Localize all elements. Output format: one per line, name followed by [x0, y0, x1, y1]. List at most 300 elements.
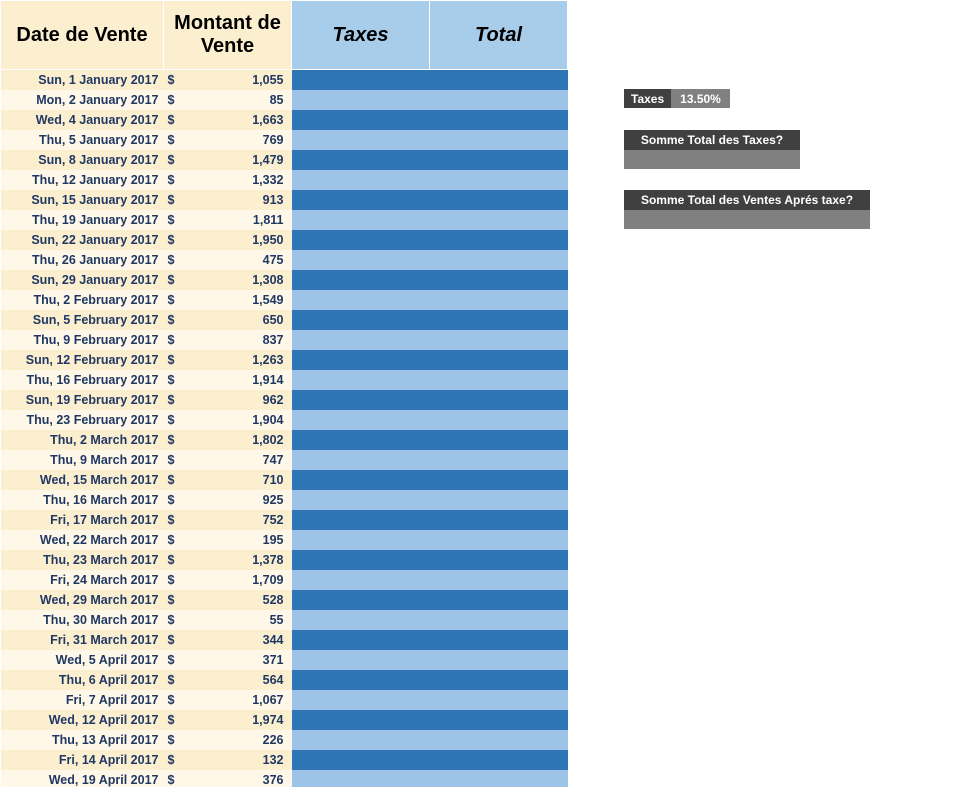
cell-amount[interactable] — [164, 510, 292, 530]
table-row — [1, 670, 568, 690]
cell-date[interactable]: Thu, 9 March 2017 — [1, 450, 164, 470]
total-taxes-block — [624, 130, 800, 169]
amount-cell-inner — [164, 350, 292, 370]
amount-value: 226 — [262, 733, 284, 747]
currency-symbol: $ — [167, 553, 175, 567]
cell-amount[interactable] — [164, 530, 292, 550]
cell-total[interactable] — [430, 550, 568, 570]
cell-date[interactable]: Wed, 15 March 2017 — [1, 470, 164, 490]
table-row — [1, 650, 568, 670]
amount-value: 376 — [262, 773, 284, 787]
cell-date[interactable]: Thu, 13 April 2017 — [1, 730, 164, 750]
table-row — [1, 690, 568, 710]
amount-value: 1,950 — [252, 233, 284, 247]
cell-total[interactable] — [430, 450, 568, 470]
cell-taxes[interactable] — [292, 710, 430, 730]
cell-amount[interactable] — [164, 710, 292, 730]
cell-date[interactable]: Thu, 30 March 2017 — [1, 610, 164, 630]
cell-date[interactable]: Thu, 23 March 2017 — [1, 550, 164, 570]
cell-date[interactable]: Fri, 7 April 2017 — [1, 690, 164, 710]
cell-amount[interactable] — [164, 110, 292, 130]
total-sales-after-tax-label: Somme Total des Ventes Aprés taxe? — [624, 190, 870, 210]
cell-taxes[interactable] — [292, 270, 430, 290]
cell-total[interactable] — [430, 390, 568, 410]
table-row — [1, 470, 568, 490]
cell-amount[interactable] — [164, 290, 292, 310]
tax-rate-label: Taxes — [624, 89, 671, 108]
cell-amount[interactable] — [164, 210, 292, 230]
table-row — [1, 130, 568, 150]
cell-amount[interactable] — [164, 170, 292, 190]
table-row — [1, 230, 568, 250]
amount-value: 132 — [262, 753, 284, 767]
currency-symbol: $ — [167, 593, 175, 607]
cell-total[interactable] — [430, 630, 568, 650]
currency-symbol: $ — [167, 133, 175, 147]
cell-taxes[interactable] — [292, 370, 430, 390]
cell-total[interactable] — [430, 730, 568, 750]
amount-cell-inner — [164, 190, 292, 210]
cell-total[interactable] — [430, 650, 568, 670]
table-row — [1, 550, 568, 570]
currency-symbol: $ — [167, 173, 175, 187]
cell-date[interactable]: Thu, 5 January 2017 — [1, 130, 164, 150]
table-body — [1, 70, 568, 787]
currency-symbol: $ — [167, 293, 175, 307]
currency-symbol: $ — [167, 533, 175, 547]
cell-amount[interactable] — [164, 270, 292, 290]
total-taxes-label: Somme Total des Taxes? — [624, 130, 800, 150]
table-header — [1, 1, 568, 70]
table-row — [1, 290, 568, 310]
amount-cell-inner — [164, 770, 292, 787]
amount-value: 710 — [262, 473, 284, 487]
amount-cell-inner — [164, 570, 292, 590]
currency-symbol: $ — [167, 513, 175, 527]
amount-value: 564 — [262, 673, 284, 687]
cell-date[interactable]: Sun, 8 January 2017 — [1, 150, 164, 170]
amount-value: 528 — [262, 593, 284, 607]
cell-amount[interactable] — [164, 550, 292, 570]
amount-value: 1,709 — [252, 573, 284, 587]
cell-taxes[interactable] — [292, 530, 430, 550]
cell-date[interactable]: Wed, 19 April 2017 — [1, 770, 164, 787]
amount-value: 752 — [262, 513, 284, 527]
cell-taxes[interactable] — [292, 90, 430, 110]
column-header-taxes: Taxes — [292, 1, 430, 70]
amount-value: 1,904 — [252, 413, 284, 427]
cell-amount[interactable] — [164, 70, 292, 91]
table-row — [1, 410, 568, 430]
amount-value: 1,479 — [252, 153, 284, 167]
amount-value: 1,308 — [252, 273, 284, 287]
currency-symbol: $ — [167, 273, 175, 287]
cell-taxes[interactable] — [292, 150, 430, 170]
cell-total[interactable] — [430, 90, 568, 110]
currency-symbol: $ — [167, 253, 175, 267]
cell-date[interactable]: Sun, 19 February 2017 — [1, 390, 164, 410]
currency-symbol: $ — [167, 413, 175, 427]
cell-amount[interactable] — [164, 250, 292, 270]
cell-date[interactable]: Fri, 17 March 2017 — [1, 510, 164, 530]
cell-amount[interactable] — [164, 390, 292, 410]
table-row — [1, 490, 568, 510]
amount-cell-inner — [164, 590, 292, 610]
cell-total[interactable] — [430, 150, 568, 170]
cell-taxes[interactable] — [292, 350, 430, 370]
cell-date[interactable]: Thu, 2 February 2017 — [1, 290, 164, 310]
cell-amount[interactable] — [164, 490, 292, 510]
amount-value: 475 — [262, 253, 284, 267]
currency-symbol: $ — [167, 153, 175, 167]
table-row — [1, 170, 568, 190]
currency-symbol: $ — [167, 673, 175, 687]
cell-total[interactable] — [430, 210, 568, 230]
cell-total[interactable] — [430, 110, 568, 130]
amount-cell-inner — [164, 610, 292, 630]
amount-cell-inner — [164, 510, 292, 530]
cell-date[interactable]: Fri, 24 March 2017 — [1, 570, 164, 590]
cell-total[interactable] — [430, 590, 568, 610]
cell-amount[interactable] — [164, 610, 292, 630]
column-header-total: Total — [430, 1, 568, 70]
cell-amount[interactable] — [164, 150, 292, 170]
cell-date[interactable]: Fri, 31 March 2017 — [1, 630, 164, 650]
cell-total[interactable] — [430, 750, 568, 770]
currency-symbol: $ — [167, 693, 175, 707]
total-sales-after-tax-value[interactable] — [624, 210, 870, 229]
table-row — [1, 370, 568, 390]
currency-symbol: $ — [167, 713, 175, 727]
currency-symbol: $ — [167, 753, 175, 767]
cell-date[interactable]: Sun, 5 February 2017 — [1, 310, 164, 330]
cell-amount[interactable] — [164, 130, 292, 150]
cell-amount[interactable] — [164, 690, 292, 710]
cell-taxes[interactable] — [292, 170, 430, 190]
cell-date[interactable]: Wed, 5 April 2017 — [1, 650, 164, 670]
table-row — [1, 610, 568, 630]
cell-taxes[interactable] — [292, 570, 430, 590]
amount-cell-inner — [164, 230, 292, 250]
cell-amount[interactable] — [164, 230, 292, 250]
cell-date[interactable]: Thu, 19 January 2017 — [1, 210, 164, 230]
cell-amount[interactable] — [164, 350, 292, 370]
table-row — [1, 150, 568, 170]
table-row — [1, 730, 568, 750]
cell-amount[interactable] — [164, 570, 292, 590]
amount-cell-inner — [164, 650, 292, 670]
amount-cell-inner — [164, 110, 292, 130]
cell-taxes[interactable] — [292, 190, 430, 210]
amount-value: 1,378 — [252, 553, 284, 567]
cell-taxes[interactable] — [292, 470, 430, 490]
cell-amount[interactable] — [164, 330, 292, 350]
amount-cell-inner — [164, 550, 292, 570]
amount-value: 1,332 — [252, 173, 284, 187]
currency-symbol: $ — [167, 573, 175, 587]
cell-date[interactable]: Thu, 9 February 2017 — [1, 330, 164, 350]
table-row — [1, 90, 568, 110]
table-row — [1, 350, 568, 370]
table-row — [1, 330, 568, 350]
amount-value: 195 — [262, 533, 284, 547]
currency-symbol: $ — [167, 493, 175, 507]
tax-rate-row — [624, 89, 730, 108]
table-row — [1, 250, 568, 270]
cell-total[interactable] — [430, 570, 568, 590]
cell-taxes[interactable] — [292, 230, 430, 250]
table-row — [1, 710, 568, 730]
amount-cell-inner — [164, 150, 292, 170]
cell-taxes[interactable] — [292, 70, 430, 91]
cell-amount[interactable] — [164, 90, 292, 110]
amount-value: 1,055 — [252, 73, 284, 87]
amount-cell-inner — [164, 270, 292, 290]
cell-date[interactable]: Mon, 2 January 2017 — [1, 90, 164, 110]
cell-date[interactable]: Sun, 12 February 2017 — [1, 350, 164, 370]
cell-amount[interactable] — [164, 730, 292, 750]
cell-total[interactable] — [430, 690, 568, 710]
cell-taxes[interactable] — [292, 670, 430, 690]
amount-cell-inner — [164, 690, 292, 710]
cell-amount[interactable] — [164, 470, 292, 490]
currency-symbol: $ — [167, 373, 175, 387]
cell-total[interactable] — [430, 350, 568, 370]
cell-amount[interactable] — [164, 770, 292, 787]
table-row — [1, 70, 568, 91]
amount-cell-inner — [164, 70, 292, 90]
cell-date[interactable]: Thu, 2 March 2017 — [1, 430, 164, 450]
amount-value: 1,067 — [252, 693, 284, 707]
cell-date[interactable]: Sun, 22 January 2017 — [1, 230, 164, 250]
table-row — [1, 430, 568, 450]
cell-taxes[interactable] — [292, 730, 430, 750]
currency-symbol: $ — [167, 633, 175, 647]
cell-taxes[interactable] — [292, 630, 430, 650]
table-row — [1, 310, 568, 330]
cell-date[interactable]: Thu, 26 January 2017 — [1, 250, 164, 270]
amount-value: 1,914 — [252, 373, 284, 387]
amount-cell-inner — [164, 330, 292, 350]
cell-taxes[interactable] — [292, 330, 430, 350]
currency-symbol: $ — [167, 653, 175, 667]
cell-total[interactable] — [430, 410, 568, 430]
table-row — [1, 630, 568, 650]
currency-symbol: $ — [167, 773, 175, 787]
amount-value: 962 — [262, 393, 284, 407]
amount-value: 371 — [262, 653, 284, 667]
cell-amount[interactable] — [164, 190, 292, 210]
amount-cell-inner — [164, 210, 292, 230]
amount-value: 1,811 — [252, 213, 284, 227]
cell-total[interactable] — [430, 330, 568, 350]
currency-symbol: $ — [167, 93, 175, 107]
cell-taxes[interactable] — [292, 430, 430, 450]
cell-total[interactable] — [430, 310, 568, 330]
cell-taxes[interactable] — [292, 390, 430, 410]
cell-total[interactable] — [430, 770, 568, 787]
cell-taxes[interactable] — [292, 770, 430, 787]
table-row — [1, 510, 568, 530]
cell-total[interactable] — [430, 430, 568, 450]
currency-symbol: $ — [167, 333, 175, 347]
table-row — [1, 190, 568, 210]
amount-value: 925 — [262, 493, 284, 507]
table-row — [1, 110, 568, 130]
amount-value: 1,263 — [252, 353, 284, 367]
amount-cell-inner — [164, 90, 292, 110]
cell-taxes[interactable] — [292, 250, 430, 270]
cell-taxes[interactable] — [292, 750, 430, 770]
cell-date[interactable]: Wed, 4 January 2017 — [1, 110, 164, 130]
cell-total[interactable] — [430, 250, 568, 270]
cell-amount[interactable] — [164, 590, 292, 610]
cell-total[interactable] — [430, 510, 568, 530]
cell-date[interactable]: Fri, 14 April 2017 — [1, 750, 164, 770]
amount-value: 55 — [269, 613, 284, 627]
cell-total[interactable] — [430, 710, 568, 730]
cell-date[interactable]: Wed, 12 April 2017 — [1, 710, 164, 730]
amount-cell-inner — [164, 470, 292, 490]
amount-cell-inner — [164, 370, 292, 390]
amount-cell-inner — [164, 450, 292, 470]
cell-date[interactable]: Thu, 12 January 2017 — [1, 170, 164, 190]
amount-value: 344 — [262, 633, 284, 647]
amount-value: 837 — [262, 333, 284, 347]
cell-taxes[interactable] — [292, 290, 430, 310]
amount-cell-inner — [164, 530, 292, 550]
cell-total[interactable] — [430, 70, 568, 91]
currency-symbol: $ — [167, 473, 175, 487]
amount-cell-inner — [164, 310, 292, 330]
amount-value: 913 — [262, 193, 284, 207]
cell-taxes[interactable] — [292, 510, 430, 530]
cell-total[interactable] — [430, 530, 568, 550]
header-row — [1, 1, 568, 70]
cell-total[interactable] — [430, 130, 568, 150]
cell-total[interactable] — [430, 190, 568, 210]
cell-date[interactable]: Sun, 1 January 2017 — [1, 70, 164, 91]
cell-date[interactable]: Sun, 15 January 2017 — [1, 190, 164, 210]
amount-cell-inner — [164, 390, 292, 410]
table-row — [1, 530, 568, 550]
table-row — [1, 750, 568, 770]
cell-amount[interactable] — [164, 650, 292, 670]
amount-value: 1,663 — [252, 113, 284, 127]
cell-date[interactable]: Wed, 29 March 2017 — [1, 590, 164, 610]
cell-amount[interactable] — [164, 450, 292, 470]
amount-value: 85 — [269, 93, 284, 107]
amount-cell-inner — [164, 250, 292, 270]
cell-date[interactable]: Thu, 23 February 2017 — [1, 410, 164, 430]
tax-rate-value[interactable]: 13.50% — [671, 89, 730, 108]
currency-symbol: $ — [167, 73, 175, 87]
cell-taxes[interactable] — [292, 310, 430, 330]
amount-cell-inner — [164, 490, 292, 510]
table-row — [1, 450, 568, 470]
amount-cell-inner — [164, 170, 292, 190]
cell-amount[interactable] — [164, 370, 292, 390]
table-row — [1, 210, 568, 230]
cell-taxes[interactable] — [292, 130, 430, 150]
cell-date[interactable]: Thu, 16 February 2017 — [1, 370, 164, 390]
amount-value: 769 — [262, 133, 284, 147]
cell-amount[interactable] — [164, 750, 292, 770]
table-row — [1, 770, 568, 787]
cell-date[interactable]: Wed, 22 March 2017 — [1, 530, 164, 550]
cell-taxes[interactable] — [292, 610, 430, 630]
currency-symbol: $ — [167, 453, 175, 467]
currency-symbol: $ — [167, 233, 175, 247]
amount-cell-inner — [164, 130, 292, 150]
currency-symbol: $ — [167, 193, 175, 207]
amount-cell-inner — [164, 290, 292, 310]
currency-symbol: $ — [167, 613, 175, 627]
cell-date[interactable]: Thu, 16 March 2017 — [1, 490, 164, 510]
cell-amount[interactable] — [164, 630, 292, 650]
total-taxes-value[interactable] — [624, 150, 800, 169]
cell-total[interactable] — [430, 370, 568, 390]
amount-cell-inner — [164, 630, 292, 650]
cell-taxes[interactable] — [292, 110, 430, 130]
currency-symbol: $ — [167, 113, 175, 127]
column-header-amount: Montant de Vente — [164, 1, 292, 70]
cell-taxes[interactable] — [292, 650, 430, 670]
amount-value: 650 — [262, 313, 284, 327]
currency-symbol: $ — [167, 313, 175, 327]
currency-symbol: $ — [167, 733, 175, 747]
table-row — [1, 590, 568, 610]
cell-total[interactable] — [430, 490, 568, 510]
column-header-date: Date de Vente — [1, 1, 164, 70]
cell-amount[interactable] — [164, 670, 292, 690]
total-sales-after-tax-block — [624, 190, 870, 229]
cell-taxes[interactable] — [292, 410, 430, 430]
amount-cell-inner — [164, 430, 292, 450]
currency-symbol: $ — [167, 213, 175, 227]
amount-cell-inner — [164, 710, 292, 730]
cell-total[interactable] — [430, 170, 568, 190]
table-row — [1, 570, 568, 590]
cell-taxes[interactable] — [292, 490, 430, 510]
cell-total[interactable] — [430, 670, 568, 690]
cell-total[interactable] — [430, 270, 568, 290]
amount-cell-inner — [164, 410, 292, 430]
cell-total[interactable] — [430, 290, 568, 310]
currency-symbol: $ — [167, 353, 175, 367]
cell-total[interactable] — [430, 470, 568, 490]
cell-total[interactable] — [430, 230, 568, 250]
cell-amount[interactable] — [164, 430, 292, 450]
amount-cell-inner — [164, 750, 292, 770]
amount-value: 1,974 — [252, 713, 284, 727]
currency-symbol: $ — [167, 433, 175, 447]
cell-total[interactable] — [430, 610, 568, 630]
amount-cell-inner — [164, 730, 292, 750]
amount-cell-inner — [164, 670, 292, 690]
cell-taxes[interactable] — [292, 690, 430, 710]
cell-date[interactable]: Sun, 29 January 2017 — [1, 270, 164, 290]
cell-amount[interactable] — [164, 410, 292, 430]
cell-taxes[interactable] — [292, 210, 430, 230]
cell-taxes[interactable] — [292, 450, 430, 470]
cell-amount[interactable] — [164, 310, 292, 330]
cell-taxes[interactable] — [292, 590, 430, 610]
cell-date[interactable]: Thu, 6 April 2017 — [1, 670, 164, 690]
table-row — [1, 270, 568, 290]
amount-value: 747 — [262, 453, 284, 467]
cell-taxes[interactable] — [292, 550, 430, 570]
